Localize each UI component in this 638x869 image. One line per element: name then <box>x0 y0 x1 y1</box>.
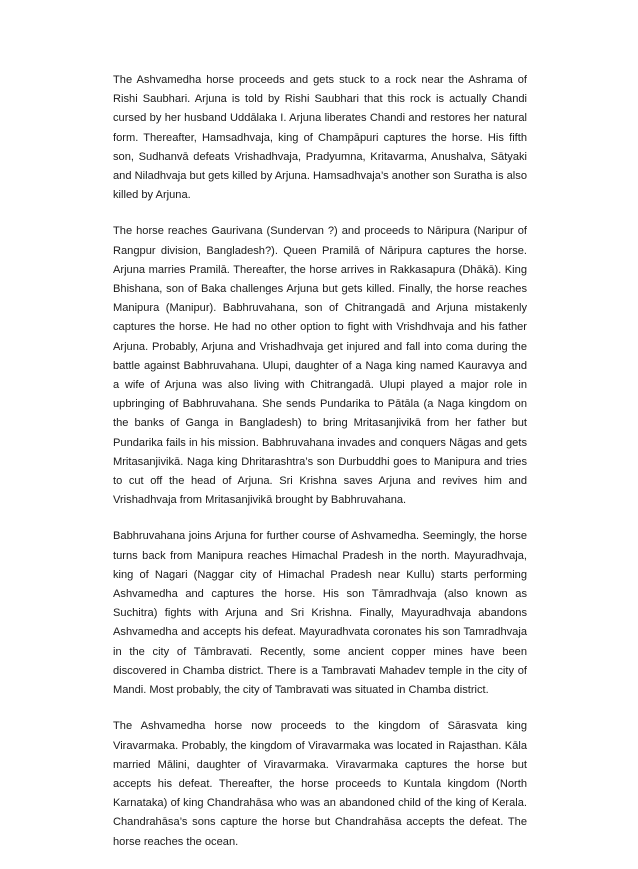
paragraph-1: The Ashvamedha horse proceeds and gets stuck to a rock near the Ashrama of Rishi Saubhari. Arjuna is told by Rishi Saubhari that this rock is actually Chandi cursed by her husband Uddālaka I. Arjuna liberates Chandi and restores her natural form. Thereafter, Hamsadhvaja, king of Champāpuri captures the horse. His fifth son, Sudhanvā defeats Vrishadhvaja, Pradyumna, Kritavarma, Anushalva, Sātyaki and Niladhvaja but gets killed by Arjuna. Hamsadhvaja’s another son Suratha is also killed by Arjuna. <box>113 74 527 202</box>
document-body <box>113 71 527 869</box>
paragraph-4: The Ashvamedha horse now proceeds to the kingdom of Sārasvata king Viravarmaka. Probably, the kingdom of Viravarmaka was located in Rajasthan. Kāla married Mālini, daughter of Viravarmaka. Viravarmaka captures the horse but accepts his defeat. Thereafter, the horse proceeds to Kuntala kingdom (North Karnataka) of king Chandrahāsa who was an abandoned child of the king of Kerala. Chandrahāsa’s sons capture the horse but Chandrahāsa accepts the defeat. The horse reaches the ocean. <box>113 720 527 848</box>
paragraph-2: The horse reaches Gaurivana (Sundervan ?) and proceeds to Nāripura (Naripur of Rangpur division, Bangladesh?). Queen Pramilā of Nāripura captures the horse. Arjuna marries Pramilā. Thereafter, the horse arrives in Rakkasapura (Dhākā). King Bhishana, son of Baka challenges Arjuna but gets killed. Finally, the horse reaches Manipura (Manipur). Babhruvahana, son of Chitrangadā and Arjuna mistakenly captures the horse. He had no other option to fight with Vrishdhvaja and his father Arjuna. Probably, Arjuna and Vrishadhvaja get injured and fall into coma during the battle against Babhruvahana. Ulupi, daughter of a Naga king named Kauravya and a wife of Arjuna was also living with Chitrangadā. Ulupi played a major role in upbringing of Babhruvahana. She sends Pundarika to Pātāla (a Naga kingdom on the banks of Ganga in Bangladesh) to bring Mritasanjivikā from her father but Pundarika fails in his mission. Babhruvahana invades and conquers Nāgas and gets Mritasanjivikā. Naga king Dhritarashtra’s son Durbuddhi goes to Manipura and tries to cut off the head of Arjuna. Sri Krishna saves Arjuna and revives him and Vrishadhvaja from Mritasanjivikā brought by Babhruvahana. <box>113 225 527 507</box>
paragraph-3: Babhruvahana joins Arjuna for further course of Ashvamedha. Seemingly, the horse turns back from Manipura reaches Himachal Pradesh in the north. Mayuradhvaja, king of Nagari (Naggar city of Himachal Pradesh near Kullu) starts performing Ashvamedha and captures the horse. His son Tāmradhvaja (also known as Suchitra) fights with Arjuna and Sri Krishna. Finally, Mayuradhvaja abandons Ashvamedha and accepts his defeat. Mayuradhvata coronates his son Tamradhvaja in the city of Tāmbravati. Recently, some ancient copper mines have been discovered in Chamba district. There is a Tambravati Mahadev temple in the city of Mandi. Most probably, the city of Tambravati was situated in Chamba district. <box>113 530 527 697</box>
